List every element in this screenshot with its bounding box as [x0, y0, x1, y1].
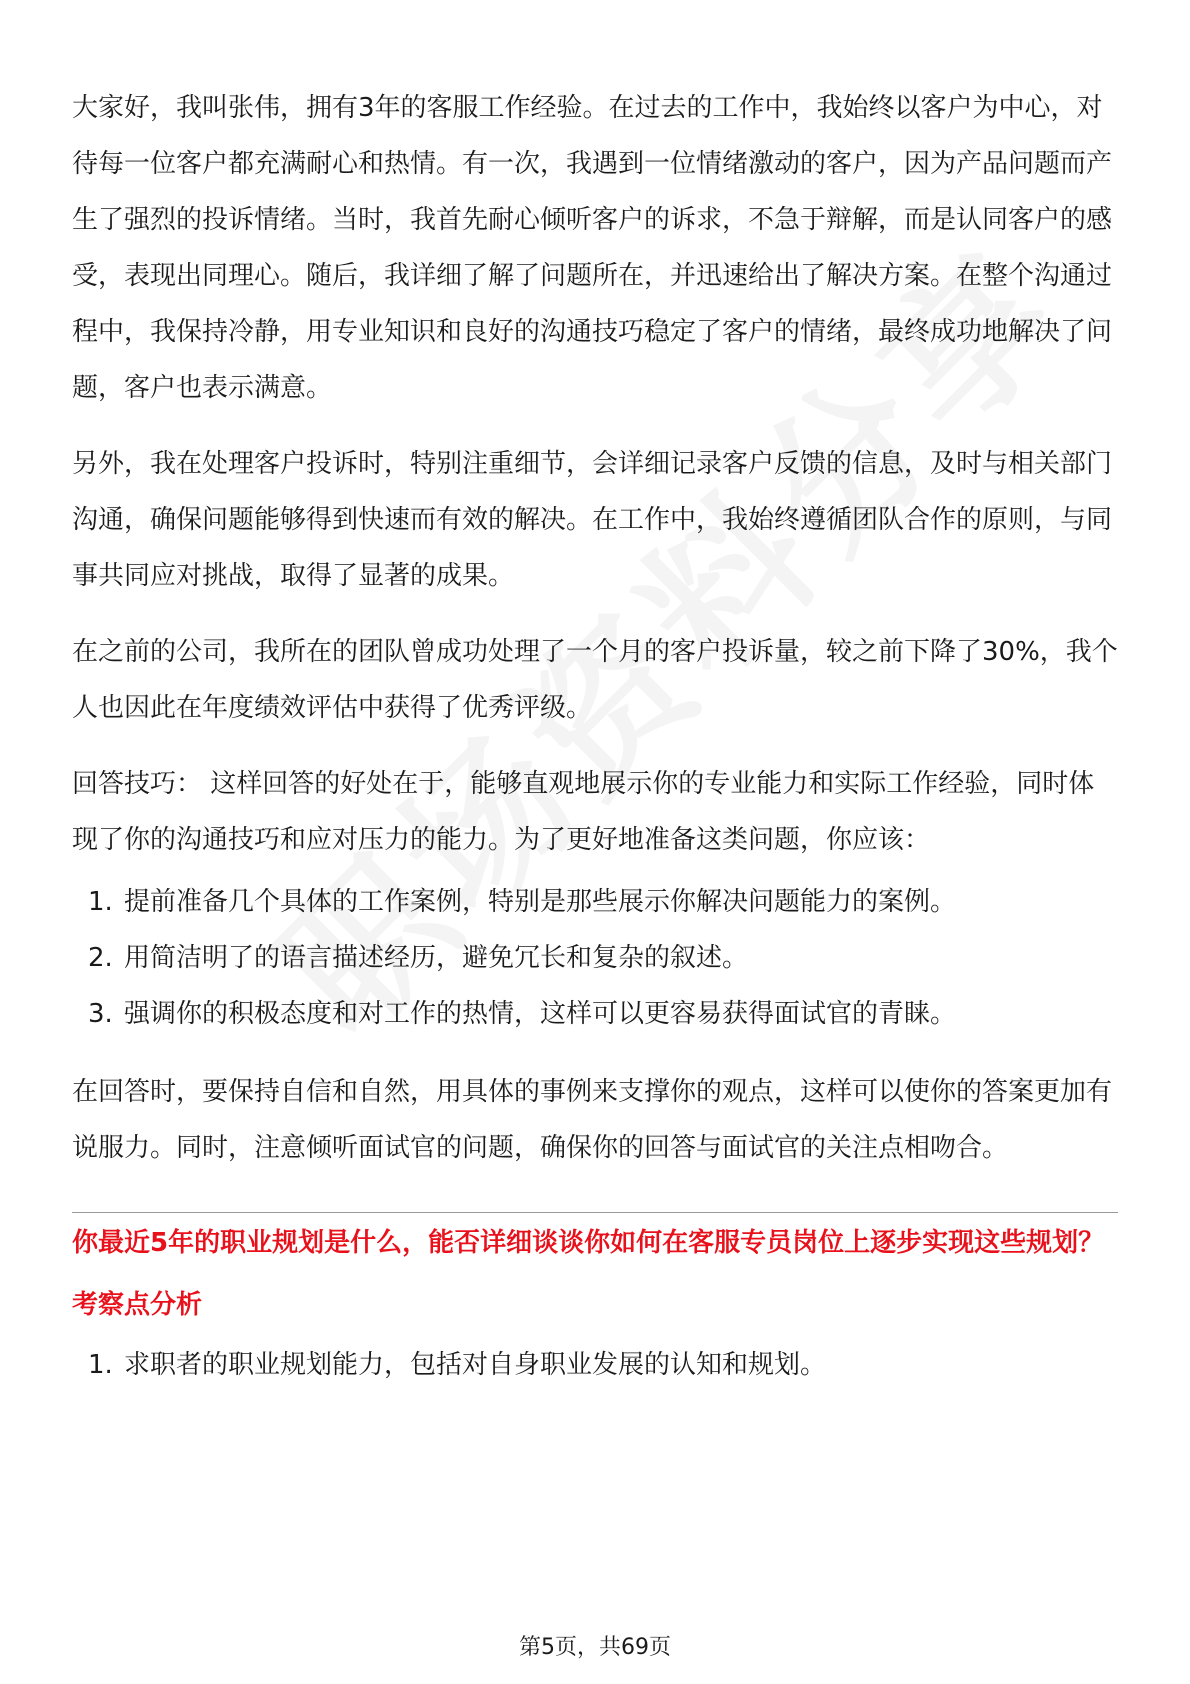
tips-list	[72, 874, 1118, 1042]
list-item-number: 3.	[88, 999, 113, 1029]
page-number: 第5页，共69页	[519, 1635, 671, 1660]
list-item	[72, 874, 1118, 930]
paragraph-intro: 大家好，我叫张伟，拥有3年的客服工作经验。在过去的工作中，我始终以客户为中心，对待每一位客户都充满耐心和热情。有一次，我遇到一位情绪激动的客户，因为产品问题而产生了强烈的投诉情绪。当时，我首先耐心倾听客户的诉求，不急于辩解，而是认同客户的感受，表现出同理心。随后，我详细了解了问题所在，并迅速给出了解决方案。在整个沟通过程中，我保持冷静，用专业知识和良好的沟通技巧稳定了客户的情绪，最终成功地解决了问题，客户也表示满意。	[72, 93, 1113, 403]
document-body	[72, 80, 1118, 1415]
paragraph-achievement: 在之前的公司，我所在的团队曾成功处理了一个月的客户投诉量，较之前下降了30%，我个人也因此在年度绩效评估中获得了优秀评级。	[72, 637, 1118, 723]
analysis-heading: 考察点分析	[72, 1290, 203, 1320]
list-item-number: 1.	[88, 887, 113, 917]
list-item-number: 1.	[88, 1350, 113, 1380]
question-heading: 你最近5年的职业规划是什么，能否详细谈谈你如何在客服专员岗位上逐步实现这些规划？	[72, 1228, 1105, 1258]
list-item-number: 2.	[88, 943, 113, 973]
paragraph-closing: 在回答时，要保持自信和自然，用具体的事例来支撑你的观点，这样可以使你的答案更加有说服力。同时，注意倾听面试官的问题，确保你的回答与面试官的关注点相吻合。	[72, 1077, 1113, 1163]
list-item	[72, 930, 1118, 986]
list-item-text: 提前准备几个具体的工作案例，特别是那些展示你解决问题能力的案例。	[124, 887, 957, 917]
list-item	[72, 1337, 1118, 1393]
paragraph-tips-intro: 回答技巧： 这样回答的好处在于，能够直观地展示你的专业能力和实际工作经验，同时体现了你的沟通技巧和应对压力的能力。为了更好地准备这类问题，你应该：	[72, 769, 1095, 855]
paragraph-details: 另外，我在处理客户投诉时，特别注重细节，会详细记录客户反馈的信息，及时与相关部门沟通，确保问题能够得到快速而有效的解决。在工作中，我始终遵循团队合作的原则，与同事共同应对挑战，取得了显著的成果。	[72, 449, 1113, 591]
list-item-text: 强调你的积极态度和对工作的热情，这样可以更容易获得面试官的青睐。	[124, 999, 957, 1029]
section-divider	[72, 1212, 1118, 1213]
list-item	[72, 986, 1118, 1042]
list-item-text: 求职者的职业规划能力，包括对自身职业发展的认知和规划。	[124, 1350, 827, 1380]
list-item-text: 用简洁明了的语言描述经历，避免冗长和复杂的叙述。	[124, 943, 749, 973]
analysis-list	[72, 1337, 1118, 1393]
